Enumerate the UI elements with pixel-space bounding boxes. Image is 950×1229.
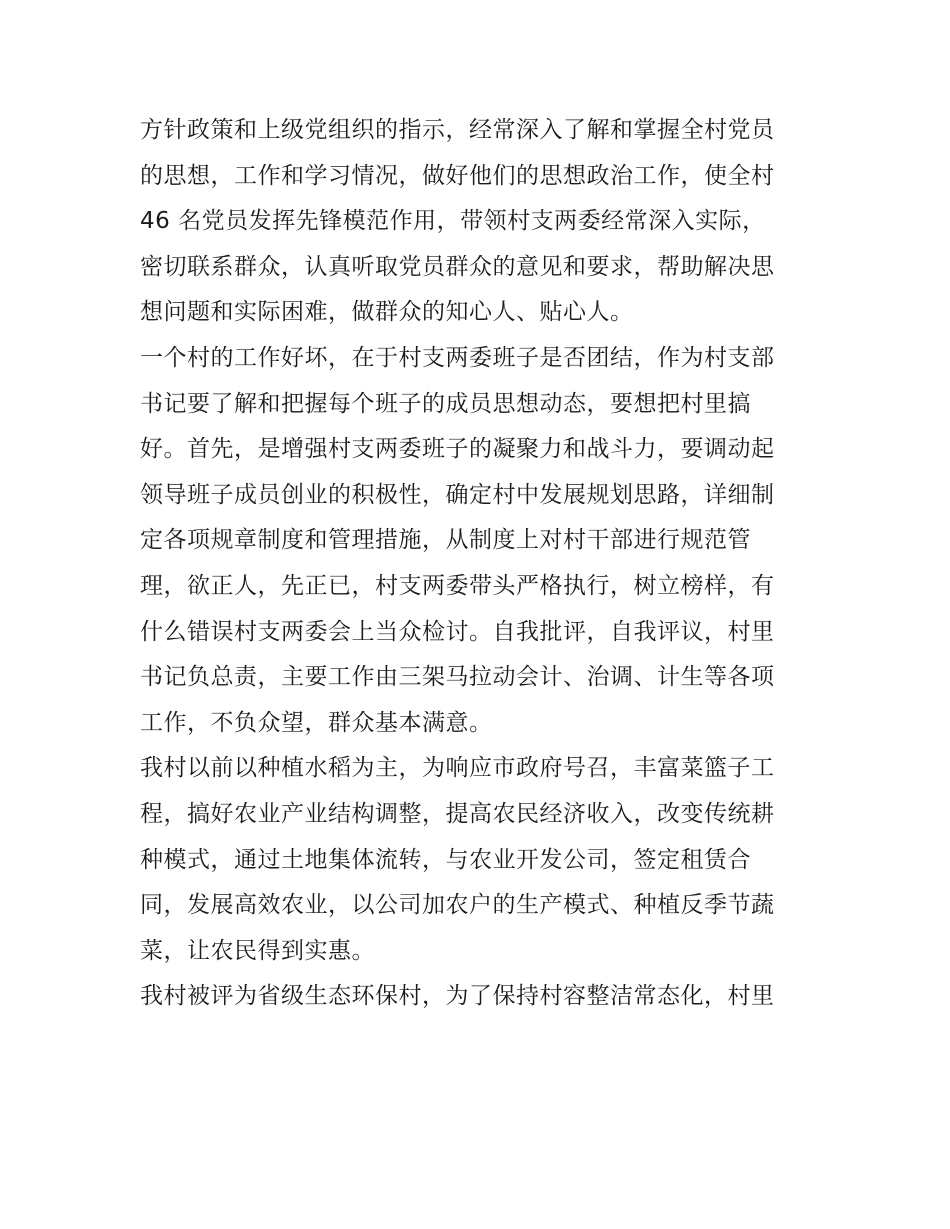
text-line: 方针政策和上级党组织的指示，经常深入了解和掌握全村党员 xyxy=(140,117,775,143)
text-line: 工作，不负众望，群众基本满意。 xyxy=(140,709,493,736)
text-line: 书记负总责，主要工作由三架马拉动会计、治调、计生等各项 xyxy=(140,664,775,691)
text-line: 菜，让农民得到实惠。 xyxy=(140,937,375,964)
text-line: 想问题和实际困难，做群众的知心人、贴心人。 xyxy=(140,299,634,326)
text-line: 同，发展高效农业，以公司加农户的生产模式、种植反季节蔬 xyxy=(140,892,775,919)
text-line: 定各项规章制度和管理措施，从制度上对村干部进行规范管 xyxy=(140,527,751,554)
text-line: 好。首先，是增强村支两委班子的凝聚力和战斗力，要调动起 xyxy=(140,436,775,463)
text-line: 种模式，通过土地集体流转，与农业开发公司，签定租赁合 xyxy=(140,846,751,873)
text-line: 我村被评为省级生态环保村，为了保持村容整洁常态化，村里 xyxy=(140,983,775,1010)
text-line: 什么错误村支两委会上当众检讨。自我批评，自我评议，村里 xyxy=(140,618,775,645)
text-line: 46 名党员发挥先锋模范作用，带领村支两委经常深入实际， xyxy=(140,208,766,235)
text-line: 理，欲正人，先正已，村支两委带头严格执行，树立榜样，有 xyxy=(140,572,775,599)
text-line: 一个村的工作好坏，在于村支两委班子是否团结，作为村支部 xyxy=(140,344,775,371)
text-line: 我村以前以种植水稻为主，为响应市政府号召，丰富菜篮子工 xyxy=(140,755,775,782)
text-line: 程，搞好农业产业结构调整，提高农民经济收入，改变传统耕 xyxy=(140,800,775,827)
text-line: 的思想，工作和学习情况，做好他们的思想政治工作，使全村 xyxy=(140,162,775,189)
text-line: 领导班子成员创业的积极性，确定村中发展规划思路，详细制 xyxy=(140,481,775,508)
document-body xyxy=(140,108,840,1020)
text-line: 书记要了解和把握每个班子的成员思想动态，要想把村里搞 xyxy=(140,390,751,417)
text-line: 密切联系群众，认真听取党员群众的意见和要求，帮助解决思 xyxy=(140,253,775,280)
